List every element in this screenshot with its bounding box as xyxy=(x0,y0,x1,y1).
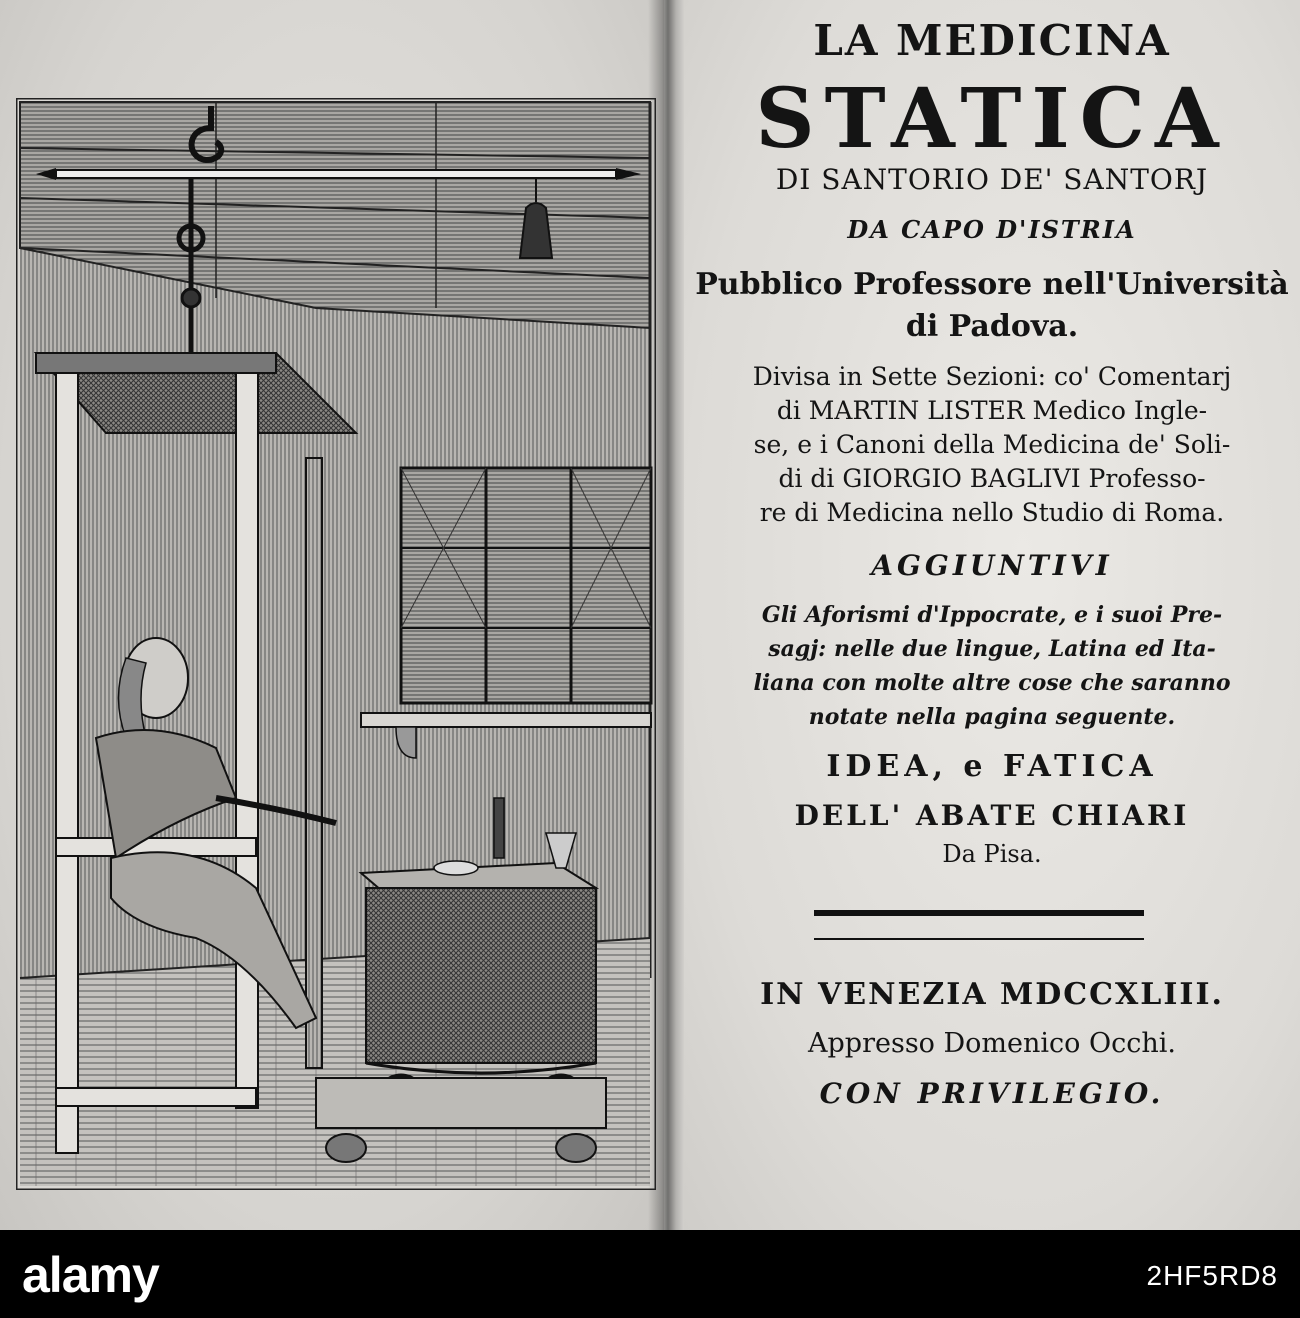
ornamental-rule xyxy=(814,910,1144,916)
engraving-illustration xyxy=(16,98,656,1190)
window xyxy=(401,468,651,703)
title-line-1: LA MEDICINA xyxy=(813,16,1171,65)
title-page xyxy=(684,0,1300,1230)
counterweight xyxy=(520,203,552,258)
author-origin-line: Da Pisa. xyxy=(942,840,1042,868)
description-line: di di GIORGIO BAGLIVI Professo- xyxy=(778,464,1206,493)
image-id: 2HF5RD8 xyxy=(1146,1260,1278,1291)
author-line: DI SANTORIO DE' SANTORJ xyxy=(775,163,1209,196)
additions-line: Gli Aforismi d'Ippocrate, e i suoi Pre- xyxy=(761,602,1223,628)
subheading: AGGIUNTIVI xyxy=(871,549,1113,582)
additions-line: notate nella pagina seguente. xyxy=(808,704,1176,730)
ornamental-rule-thin xyxy=(814,938,1144,940)
imprint-city: IN VENEZIA MDCCXLIII. xyxy=(760,977,1224,1012)
description-line: re di Medicina nello Studio di Roma. xyxy=(759,498,1225,527)
left-page xyxy=(0,0,664,1230)
watermark-footer xyxy=(0,1230,1300,1318)
right-page xyxy=(684,0,1300,1230)
university-line: di Padova. xyxy=(905,309,1079,344)
chair-post xyxy=(56,373,78,1153)
description-line: di MARTIN LISTER Medico Ingle- xyxy=(776,396,1208,425)
title-line-2: STATICA xyxy=(755,71,1229,167)
origin-line: DA CAPO D'ISTRIA xyxy=(847,215,1137,244)
description-line: Divisa in Sette Sezioni: co' Comentarj xyxy=(752,362,1232,391)
book-gutter xyxy=(648,0,688,1230)
author-credit-line: DELL' ABATE CHIARI xyxy=(794,799,1190,832)
privilege-line: CON PRIVILEGIO. xyxy=(819,1077,1165,1110)
description-line: se, e i Canoni della Medicina de' Soli- xyxy=(753,430,1231,459)
imprint-printer: Appresso Domenico Occhi. xyxy=(808,1028,1176,1059)
professor-line: Pubblico Professore nell'Università xyxy=(695,267,1289,302)
chair-post xyxy=(236,373,258,1108)
wall-shelf xyxy=(361,713,651,727)
alamy-logo: alamy xyxy=(22,1247,159,1303)
additions-line: liana con molte altre cose che saranno xyxy=(753,670,1231,696)
idea-line: IDEA, e FATICA xyxy=(826,749,1158,784)
steelyard-beam xyxy=(56,170,616,178)
additions-line: sagj: nelle due lingue, Latina ed Ita- xyxy=(768,636,1216,662)
